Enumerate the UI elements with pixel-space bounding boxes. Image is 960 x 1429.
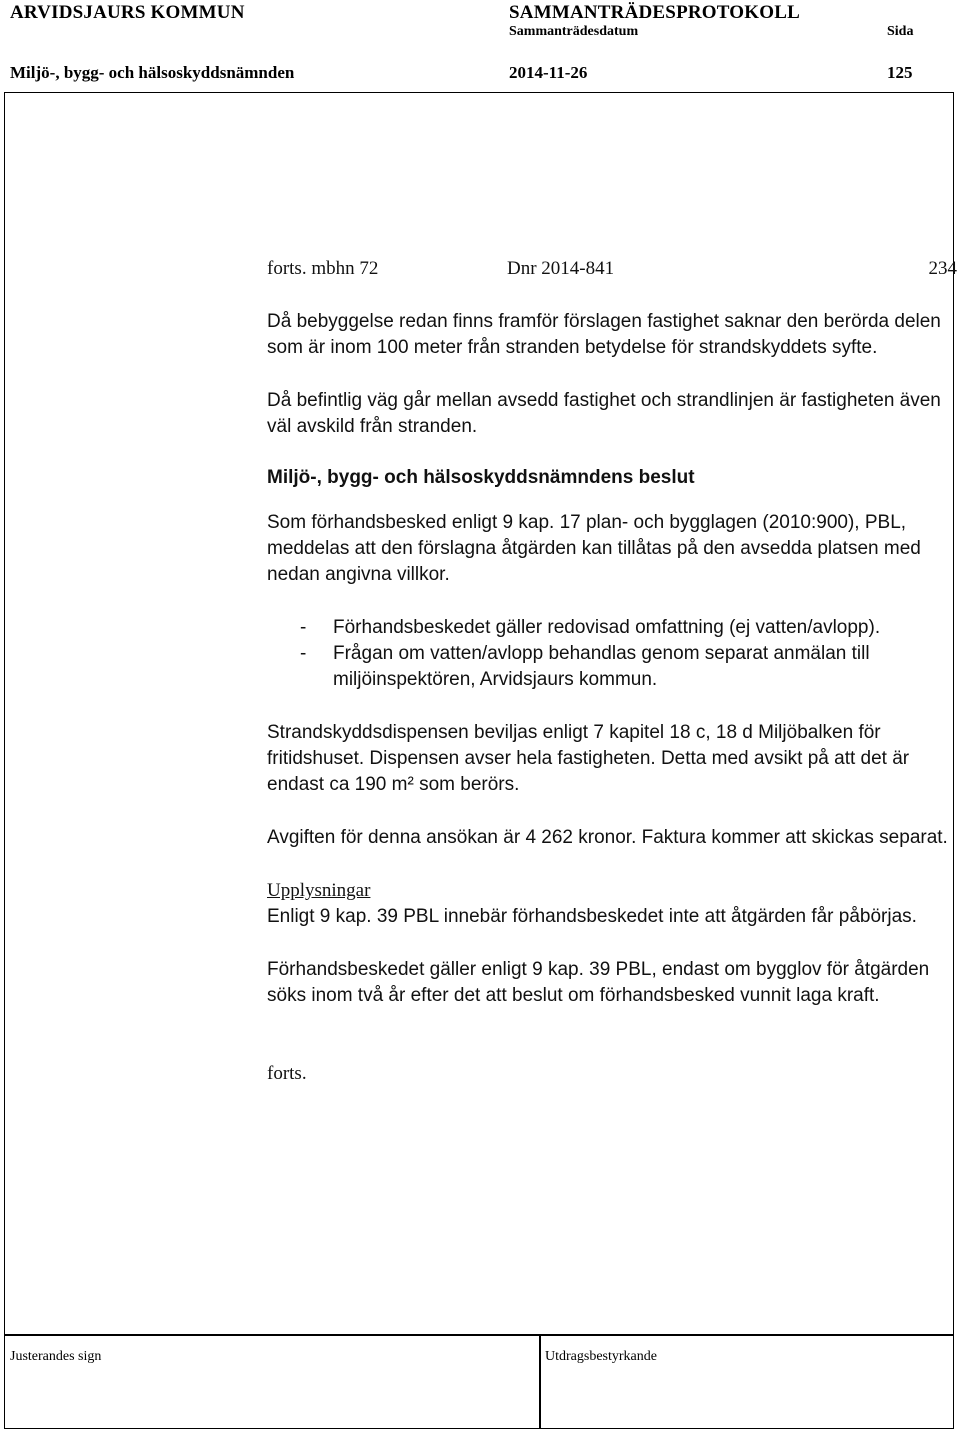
paragraph-7: Förhandsbeskedet gäller enligt 9 kap. 39 PBL, endast om bygglov för åtgärden söks inom två år efter det att beslut om förhandsbesked vunnit laga kraft.	[267, 959, 930, 1006]
document-type: SAMMANTRÄDESPROTOKOLL	[509, 2, 800, 23]
case-number: Dnr 2014-841	[507, 258, 615, 279]
meeting-date: 2014-11-26	[509, 63, 588, 82]
page-label: Sida	[887, 24, 914, 39]
info-heading: Upplysningar	[267, 880, 371, 901]
organization-name: ARVIDSJAURS KOMMUN	[10, 2, 245, 23]
bullet-dash: -	[300, 617, 307, 638]
list-item-text: Frågan om vatten/avlopp behandlas genom separat anmälan till miljöinspektören, Arvidsjaurs kommun.	[333, 643, 870, 690]
paragraph-3: Som förhandsbesked enligt 9 kap. 17 plan- och bygglagen (2010:900), PBL, meddelas att den förslagna åtgärden kan tillåtas på den avsedda platsen med nedan angivna villkor.	[267, 512, 921, 585]
adjuster-signature-label: Justerandes sign	[10, 1349, 102, 1364]
paragraph-5: Avgiften för denna ansökan är 4 262 kronor. Faktura kommer att skickas separat.	[267, 827, 948, 848]
decision-heading: Miljö-, bygg- och hälsoskyddsnämndens beslut	[267, 467, 695, 488]
paragraph-6: Enligt 9 kap. 39 PBL innebär förhandsbeskedet inte att åtgärden får påbörjas.	[267, 906, 917, 927]
list-item	[267, 615, 957, 641]
paragraph-reference: forts. mbhn 72	[267, 258, 379, 279]
meeting-date-label: Sammanträdesdatum	[509, 24, 639, 39]
bullet-dash: -	[300, 643, 307, 664]
continued-marker: forts.	[267, 1063, 307, 1084]
extract-certification-label: Utdragsbestyrkande	[545, 1349, 657, 1364]
paragraph-2: Då befintlig väg går mellan avsedd fastighet och strandlinjen är fastigheten även väl avskild från stranden.	[267, 390, 941, 437]
conditions-list	[267, 615, 957, 693]
page-number: 125	[887, 63, 913, 82]
paragraph-1: Då bebyggelse redan finns framför förslagen fastighet saknar den berörda delen som är inom 100 meter från stranden betydelse för strandskyddets syfte.	[267, 311, 941, 358]
board-name: Miljö-, bygg- och hälsoskyddsnämnden	[10, 63, 295, 82]
paragraph-4: Strandskyddsdispensen beviljas enligt 7 kapitel 18 c, 18 d Miljöbalken för fritidshuset. Dispensen avser hela fastigheten. Detta med avsikt på att det är endast ca 190 m² som berörs.	[267, 722, 910, 795]
list-item	[267, 641, 957, 693]
protocol-body	[267, 256, 957, 1087]
list-item-text: Förhandsbeskedet gäller redovisad omfattning (ej vatten/avlopp).	[333, 617, 881, 638]
section-number: 234	[928, 258, 957, 279]
reference-row	[267, 256, 957, 282]
